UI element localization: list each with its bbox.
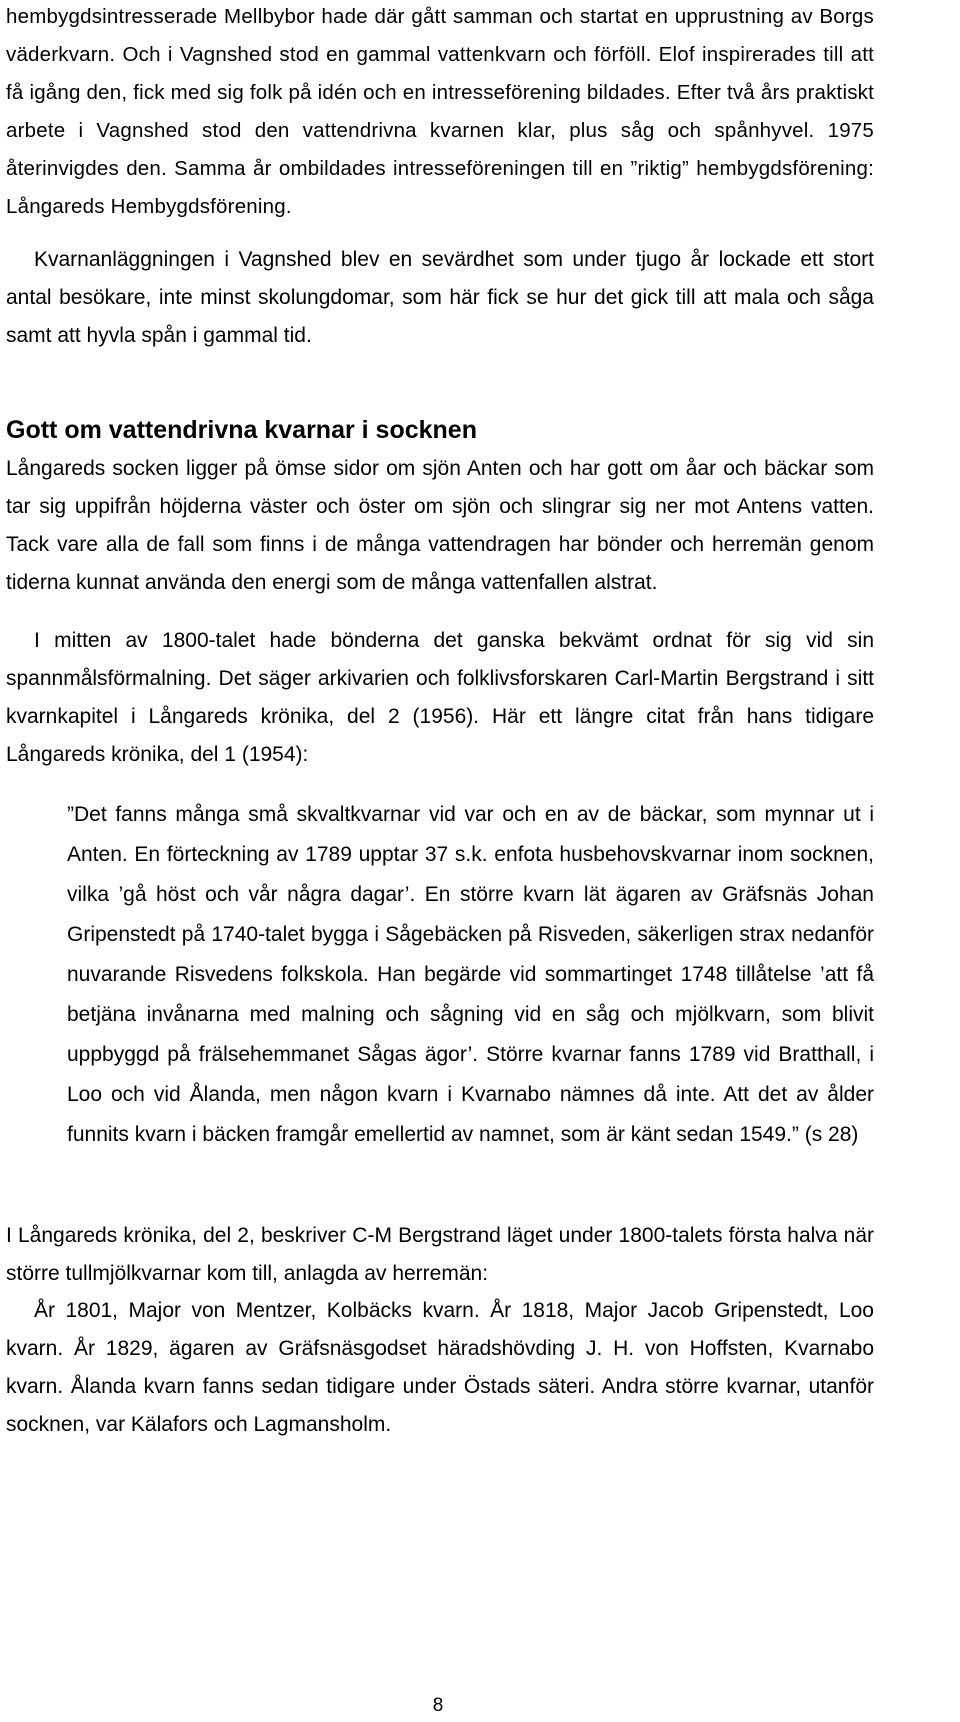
section-heading: Gott om vattendrivna kvarnar i socknen [6,416,477,444]
kronika-paragraph: I Långareds krönika, del 2, beskriver C-M Bergstrand läget under 1800-talets första halva när större tullmjölkvarnar kom till, anlagda av herremän: [6,1224,874,1285]
mitten-paragraph: I mitten av 1800-talet hade bönderna det ganska bekvämt ordnat för sig vid sin spannmålsförmalning. Det säger arkivarien och folklivsforskaren Carl-Martin Bergstrand i sitt kvarnkapitel i Långareds krönika, del 2 (1956). Här ett längre citat från hans tidigare Långareds krönika, del 1 (1954): [6,629,874,766]
page-number: 8 [432,1695,444,1716]
block-quote: ”Det fanns många små skvaltkvarnar vid var och en av de bäckar, som mynnar ut i Anten. En förteckning av 1789 upptar 37 s.k. enfota husbehovskvarnar inom socknen, vilka ’gå höst och vår några dagar’. En större kvarn lät ägaren av Gräfsnäs Johan Gripenstedt på 1740-talet bygga i Sågebäcken på Risveden, säkerligen strax nedanför nuvarande Risvedens folkskola. Han begärde vid sommartinget 1748 tillåtelse ’att få betjäna invånarna med malning och sågning vid en såg och mjölkvarn, som blivit uppbyggd på frälsehemmanet Sågas ägor’. Större kvarnar fanns 1789 vid Bratthall, i Loo och vid Ålanda, men någon kvarn i Kvarnabo nämnes då inte. Att det av ålder funnits kvarn i bäcken framgår emellertid av namnet, som är känt sedan 1549.” (s 28) [67,803,874,1146]
socken-paragraph: Långareds socken ligger på ömse sidor om sjön Anten och har gott om åar och bäckar som tar sig uppifrån höjderna väster och öster om sjön och slingrar sig ner mot Antens vatten. Tack vare alla de fall som finns i de många vattendragen har bönder och herremän genom tiderna kunnat använda den energi som de många vattenfallen alstrat. [6,457,874,594]
years-paragraph: År 1801, Major von Mentzer, Kolbäcks kvarn. År 1818, Major Jacob Gripenstedt, Loo kvarn. År 1829, ägaren av Gräfsnäsgodset häradshövding J. H. von Hoffsten, Kvarnabo kvarn. Ålanda kvarn fanns sedan tidigare under Östads säteri. Andra större kvarnar, utanför socknen, var Kälafors och Lagmansholm. [6,1299,874,1436]
kvarn-paragraph: Kvarnanläggningen i Vagnshed blev en sevärdhet som under tjugo år lockade ett stort antal besökare, inte minst skolungdomar, som här fick se hur det gick till att mala och såga samt att hyvla spån i gammal tid. [6,248,874,347]
intro-paragraph: hembygdsintresserade Mellbybor hade där gått samman och startat en upprustning av Borgs väderkvarn. Och i Vagnshed stod en gammal vattenkvarn och förföll. Elof inspirerades till att få igång den, fick med sig folk på idén och en intresseförening bildades. Efter två års praktiskt arbete i Vagnshed stod den vattendrivna kvarnen klar, plus såg och spånhyvel. 1975 återinvigdes den. Samma år ombildades intresseföreningen till en ”riktig” hembygdsförening: Långareds Hembygdsförening. [6,5,874,218]
